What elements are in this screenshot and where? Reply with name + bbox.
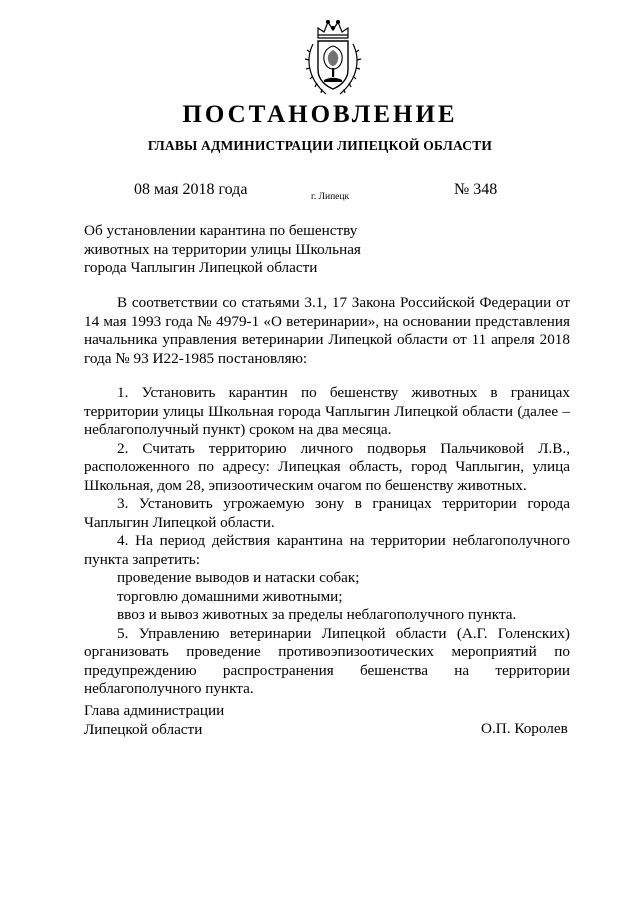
clause-2: 2. Считать территорию личного подворья Пальчиковой Л.В., расположенного по адресу: Липецкая область, город Чаплыгин, улица Школьная, дом 28, эпизоотическим очагом по бешенству животных. — [84, 439, 570, 494]
document-date: 08 мая 2018 года — [134, 181, 248, 198]
clause-1: 1. Установить карантин по бешенству животных в границах территории улицы Школьная города Чаплыгин Липецкой области (далее – неблагополучный пункт) сроком на два месяца. — [84, 384, 570, 438]
document-number: № 348 — [454, 181, 498, 198]
coat-of-arms-emblem — [304, 18, 362, 98]
subject-line: животных на территории улицы Школьная — [84, 240, 361, 258]
subject-line: города Чаплыгин Липецкой области — [84, 259, 318, 276]
document-body — [84, 294, 570, 699]
subject-line: Об установлении карантина по бешенству — [84, 222, 358, 239]
signatory-name: О.П. Королев — [481, 720, 568, 737]
position-line: Глава администрации — [84, 702, 225, 719]
clause-4-item-a: проведение выводов и натаски собак; — [117, 569, 360, 586]
signatory-position — [84, 702, 224, 739]
clause-4-item-b: торговлю домашними животными; — [117, 587, 343, 605]
document-subject — [84, 222, 394, 278]
clause-4: 4. На период действия карантина на территории неблагополучного пункта запретить: — [84, 532, 570, 568]
clause-3: 3. Установить угрожаемую зону в границах территории города Чаплыгин Липецкой области. — [84, 495, 570, 531]
position-line: Липецкой области — [84, 720, 203, 738]
document-city: г. Липецк — [311, 192, 350, 202]
document-subtitle: ГЛАВЫ АДМИНИСТРАЦИИ ЛИПЕЦКОЙ ОБЛАСТИ — [147, 138, 493, 153]
document-title: ПОСТАНОВЛЕНИЕ — [182, 101, 458, 128]
preamble-paragraph: В соответствии со статьями 3.1, 17 Закона Российской Федерации от 14 мая 1993 года № 4979-1 «О ветеринарии», на основании представления начальника управления ветеринарии Липецкой области от 11 апреля 2018 года № 93 И22-1985 постановляю: — [84, 294, 570, 367]
clause-5: 5. Управлению ветеринарии Липецкой области (А.Г. Голенских) организовать проведение противоэпизоотических мероприятий по предупреждению распространения бешенства на территории неблагополучного пункта. — [84, 624, 570, 697]
clause-4-item-c: ввоз и вывоз животных за пределы неблагополучного пункта. — [117, 606, 517, 623]
